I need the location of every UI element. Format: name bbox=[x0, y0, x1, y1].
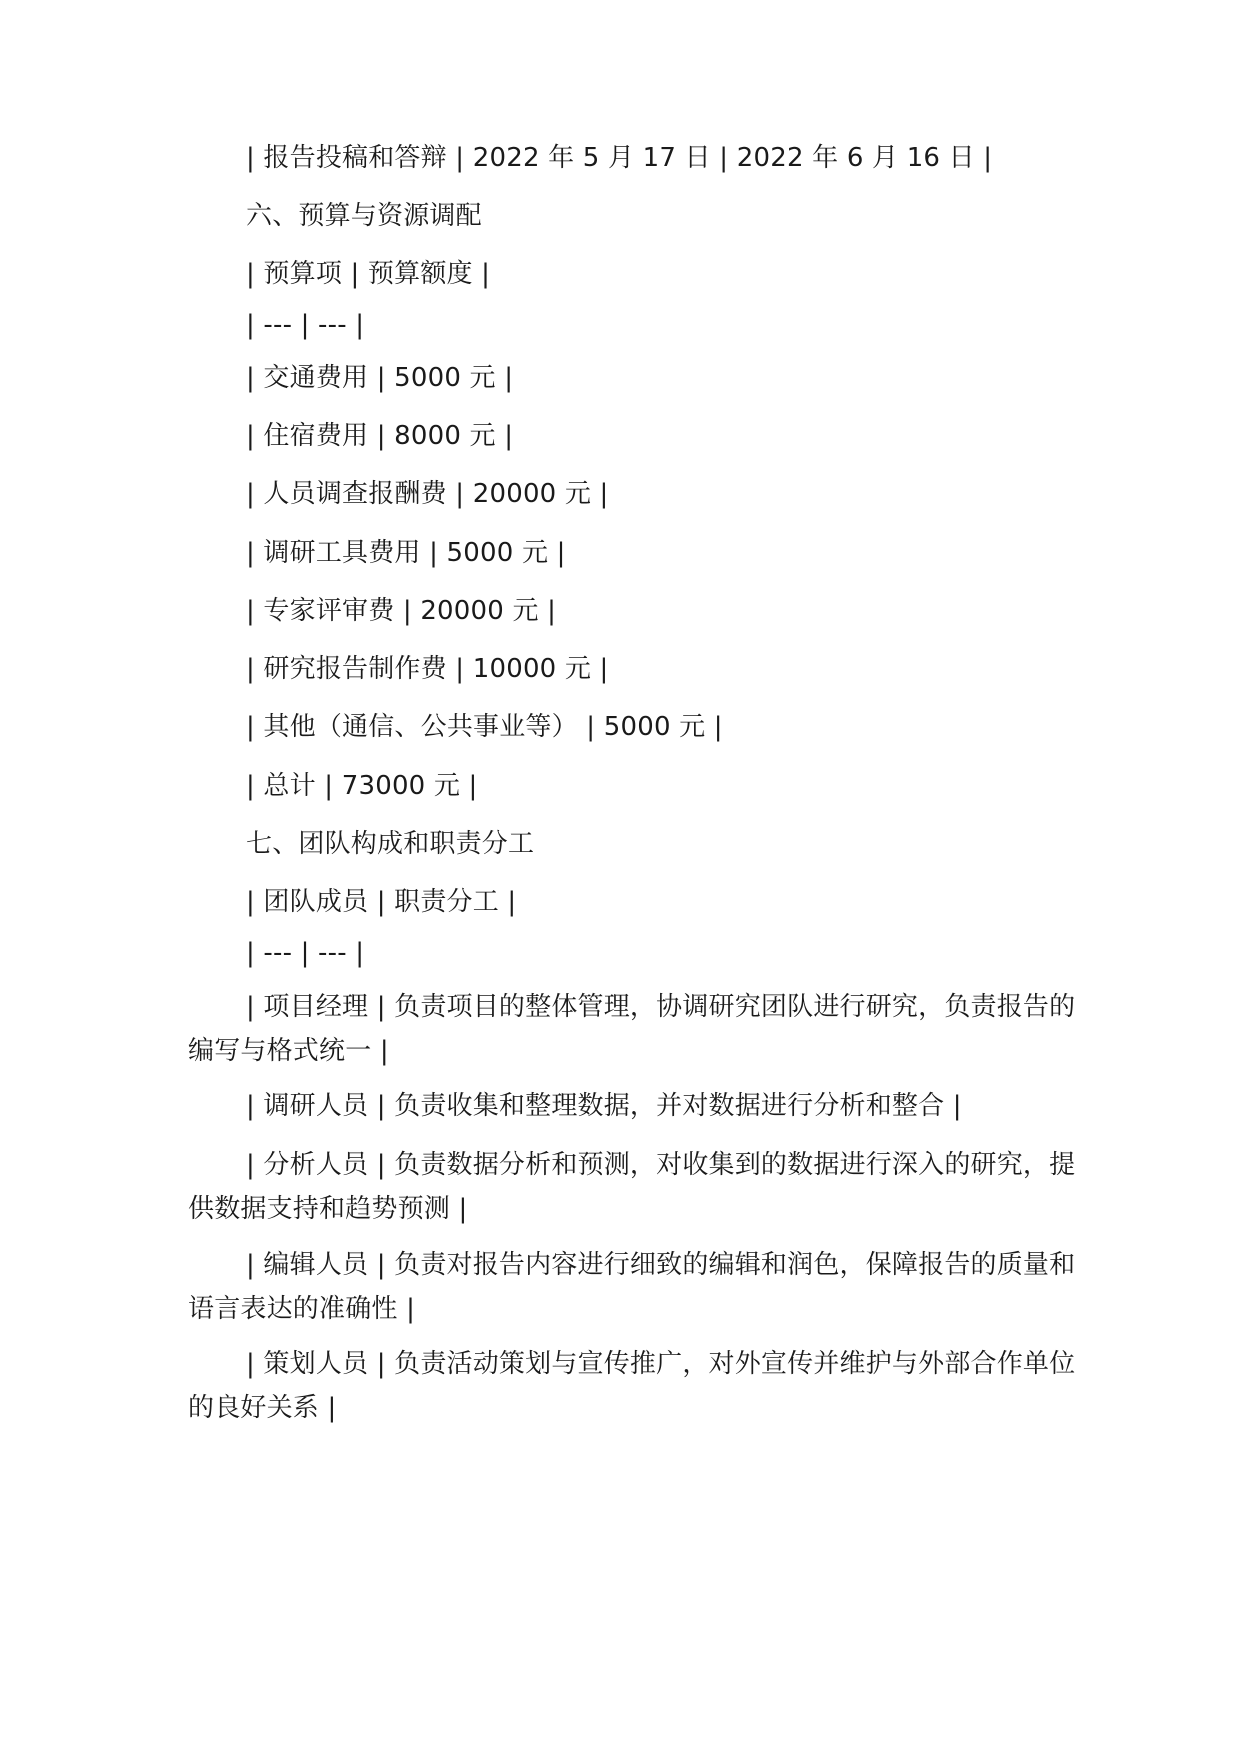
budget-total-row: | 总计 | 73000 元 | bbox=[246, 771, 478, 801]
budget-table-separator: | --- | --- | bbox=[246, 310, 365, 340]
budget-row: | 专家评审费 | 20000 元 | bbox=[246, 596, 557, 626]
section-heading-budget: 六、预算与资源调配 bbox=[246, 201, 482, 231]
team-table-separator: | --- | --- | bbox=[246, 938, 365, 968]
team-row: | 项目经理 | 负责项目的整体管理，协调研究团队进行研究，负责报告的编写与格式统一 | bbox=[188, 992, 1076, 1066]
budget-row: | 研究报告制作费 | 10000 元 | bbox=[246, 654, 609, 684]
budget-row: | 其他（通信、公共事业等） | 5000 元 | bbox=[246, 712, 723, 742]
budget-row: | 人员调查报酬费 | 20000 元 | bbox=[246, 479, 609, 509]
team-row: | 分析人员 | 负责数据分析和预测，对收集到的数据进行深入的研究，提供数据支持和趋势预测 | bbox=[188, 1150, 1076, 1224]
team-row: | 策划人员 | 负责活动策划与宣传推广，对外宣传并维护与外部合作单位的良好关系 | bbox=[188, 1349, 1076, 1423]
budget-row: | 调研工具费用 | 5000 元 | bbox=[246, 538, 566, 568]
team-table-header: | 团队成员 | 职责分工 | bbox=[246, 887, 517, 917]
team-row: | 调研人员 | 负责收集和整理数据，并对数据进行分析和整合 | bbox=[246, 1091, 962, 1121]
team-row: | 编辑人员 | 负责对报告内容进行细致的编辑和润色，保障报告的质量和语言表达的准确性 | bbox=[188, 1250, 1076, 1324]
budget-row: | 交通费用 | 5000 元 | bbox=[246, 363, 514, 393]
budget-table-header: | 预算项 | 预算额度 | bbox=[246, 259, 491, 289]
schedule-row: | 报告投稿和答辩 | 2022 年 5 月 17 日 | 2022 年 6 月 16 日 | bbox=[246, 143, 993, 173]
budget-row: | 住宿费用 | 8000 元 | bbox=[246, 421, 514, 451]
section-heading-team: 七、团队构成和职责分工 bbox=[246, 829, 535, 859]
